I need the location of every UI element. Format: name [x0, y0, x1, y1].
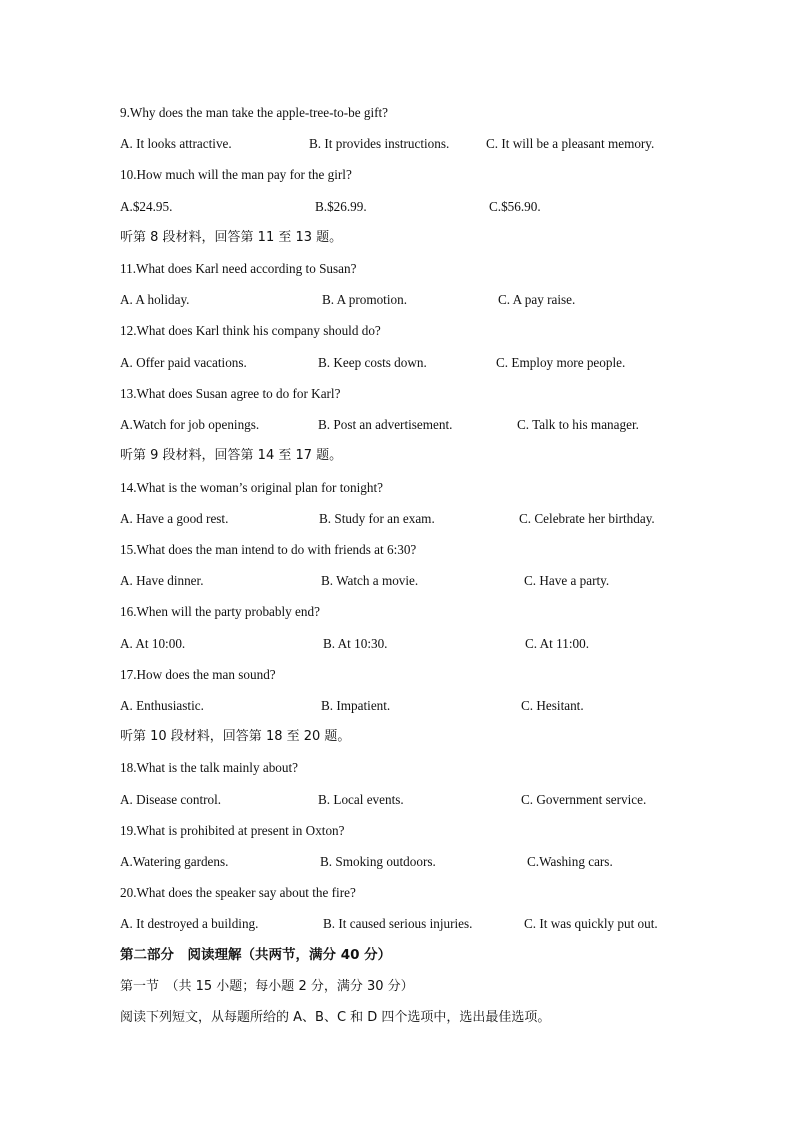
option-13b: B. Post an advertisement.: [318, 417, 453, 432]
option-18a: A. Disease control.: [120, 792, 222, 807]
option-20a: A. It destroyed a building.: [120, 916, 259, 931]
question-13: 13.What does Susan agree to do for Karl?: [120, 386, 341, 401]
option-16a: A. At 10:00.: [120, 636, 186, 651]
option-9b: B. It provides instructions.: [309, 136, 450, 151]
question-12: 12.What does Karl think his company should do?: [120, 323, 381, 338]
option-20b: B. It caused serious injuries.: [323, 916, 473, 931]
option-14c: C. Celebrate her birthday.: [519, 511, 655, 526]
option-14b: B. Study for an exam.: [319, 511, 435, 526]
reading-directions: 阅读下列短文，从每题所给的 A、B、C 和 D 四个选项中，选出最佳选项。: [120, 1010, 551, 1025]
question-10: 10.How much will the man pay for the girl?: [120, 167, 352, 182]
option-16c: C. At 11:00.: [525, 636, 589, 651]
instruction-segment-10: 听第 10 段材料，回答第 18 至 20 题。: [120, 729, 351, 744]
instruction-segment-8: 听第 8 段材料，回答第 11 至 13 题。: [120, 230, 343, 245]
instruction-segment-9: 听第 9 段材料，回答第 14 至 17 题。: [120, 448, 343, 463]
option-16b: B. At 10:30.: [323, 636, 388, 651]
question-17: 17.How does the man sound?: [120, 667, 276, 682]
question-19: 19.What is prohibited at present in Oxton?: [120, 823, 345, 838]
question-11: 11.What does Karl need according to Susan?: [120, 261, 357, 276]
option-17c: C. Hesitant.: [521, 698, 584, 713]
question-18: 18.What is the talk mainly about?: [120, 760, 298, 775]
option-14a: A. Have a good rest.: [120, 511, 229, 526]
option-10b: B.$26.99.: [315, 199, 367, 214]
option-11c: C. A pay raise.: [498, 292, 576, 307]
section1-heading: 第一节 （共 15 小题；每小题 2 分，满分 30 分）: [120, 979, 414, 994]
option-20c: C. It was quickly put out.: [524, 916, 658, 931]
question-9: 9.Why does the man take the apple-tree-to-be gift?: [120, 105, 389, 120]
option-18c: C. Government service.: [521, 792, 647, 807]
option-11b: B. A promotion.: [322, 292, 407, 307]
option-12c: C. Employ more people.: [496, 355, 626, 370]
option-15a: A. Have dinner.: [120, 573, 204, 588]
option-9a: A. It looks attractive.: [120, 136, 232, 151]
option-19c: C.Washing cars.: [527, 854, 613, 869]
option-10c: C.$56.90.: [489, 199, 541, 214]
option-19a: A.Watering gardens.: [120, 854, 229, 869]
option-17b: B. Impatient.: [321, 698, 391, 713]
option-15c: C. Have a party.: [524, 573, 610, 588]
option-15b: B. Watch a movie.: [321, 573, 419, 588]
option-9c: C. It will be a pleasant memory.: [486, 136, 655, 151]
question-16: 16.When will the party probably end?: [120, 604, 320, 619]
option-12b: B. Keep costs down.: [318, 355, 427, 370]
option-19b: B. Smoking outdoors.: [320, 854, 436, 869]
part2-heading: 第二部分 阅读理解（共两节，满分 40 分）: [120, 947, 392, 963]
option-13a: A.Watch for job openings.: [120, 417, 260, 432]
option-11a: A. A holiday.: [120, 292, 190, 307]
option-12a: A. Offer paid vacations.: [120, 355, 247, 370]
question-14: 14.What is the woman’s original plan for tonight?: [120, 480, 383, 495]
option-10a: A.$24.95.: [120, 199, 173, 214]
question-15: 15.What does the man intend to do with friends at 6:30?: [120, 542, 417, 557]
option-13c: C. Talk to his manager.: [517, 417, 639, 432]
question-20: 20.What does the speaker say about the fire?: [120, 885, 356, 900]
option-18b: B. Local events.: [318, 792, 404, 807]
option-17a: A. Enthusiastic.: [120, 698, 204, 713]
